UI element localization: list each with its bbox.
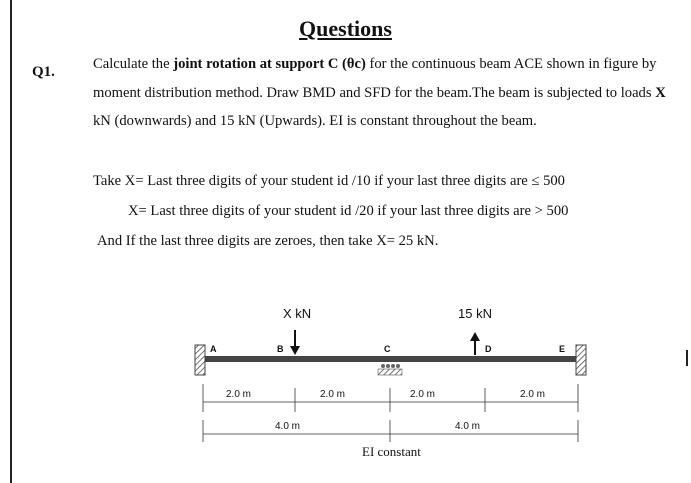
point-a-label: A [210,344,217,354]
fixed-support-a-icon [195,345,205,375]
point-b-label: B [277,344,284,354]
dim-label-ac: 4.0 m [275,421,301,432]
dim-label-ce: 4.0 m [455,421,481,432]
dim-label-de: 2.0 m [520,389,546,400]
load-x-label: X kN [283,306,312,321]
question-text-part: kN (downwards) and 15 kN (Upwards). EI is constant throughout the beam. [93,113,537,129]
question-text-part: Calculate the [93,56,174,72]
point-c-label: C [384,344,391,354]
up-arrow-icon [470,332,480,355]
question-text-bold: joint rotation at support C (θc) [173,56,366,72]
dim-label-cd: 2.0 m [410,389,436,400]
point-d-label: D [485,344,492,354]
question-text-bold: X [655,84,666,101]
beam [205,356,576,362]
condition-line-1: Take X= Last three digits of your student id /10 if your last three digits are ≤ 500 [93,173,565,189]
roller-support-c-icon [378,364,402,375]
dim-label-bc: 2.0 m [320,389,346,400]
page-title: Questions [299,16,392,41]
question-number: Q1. [32,64,55,80]
condition-line-2: X= Last three digits of your student id /20 if your last three digits are > 500 [128,203,569,219]
dimension-line-bottom [203,420,578,442]
dim-label-ab: 2.0 m [226,389,252,400]
point-e-label: E [559,344,566,354]
question-text-part: for the continuous beam ACE shown in figure by moment distribution method. Draw BMD and SFD for the beam.The beam is subjected to loads [93,56,657,101]
down-arrow-icon [290,330,300,355]
load-15-label: 15 kN [458,306,492,321]
ei-note: EI constant [362,444,421,459]
fixed-support-e-icon [576,345,586,375]
condition-line-3: And If the last three digits are zeroes, then take X= 25 kN. [97,233,439,249]
